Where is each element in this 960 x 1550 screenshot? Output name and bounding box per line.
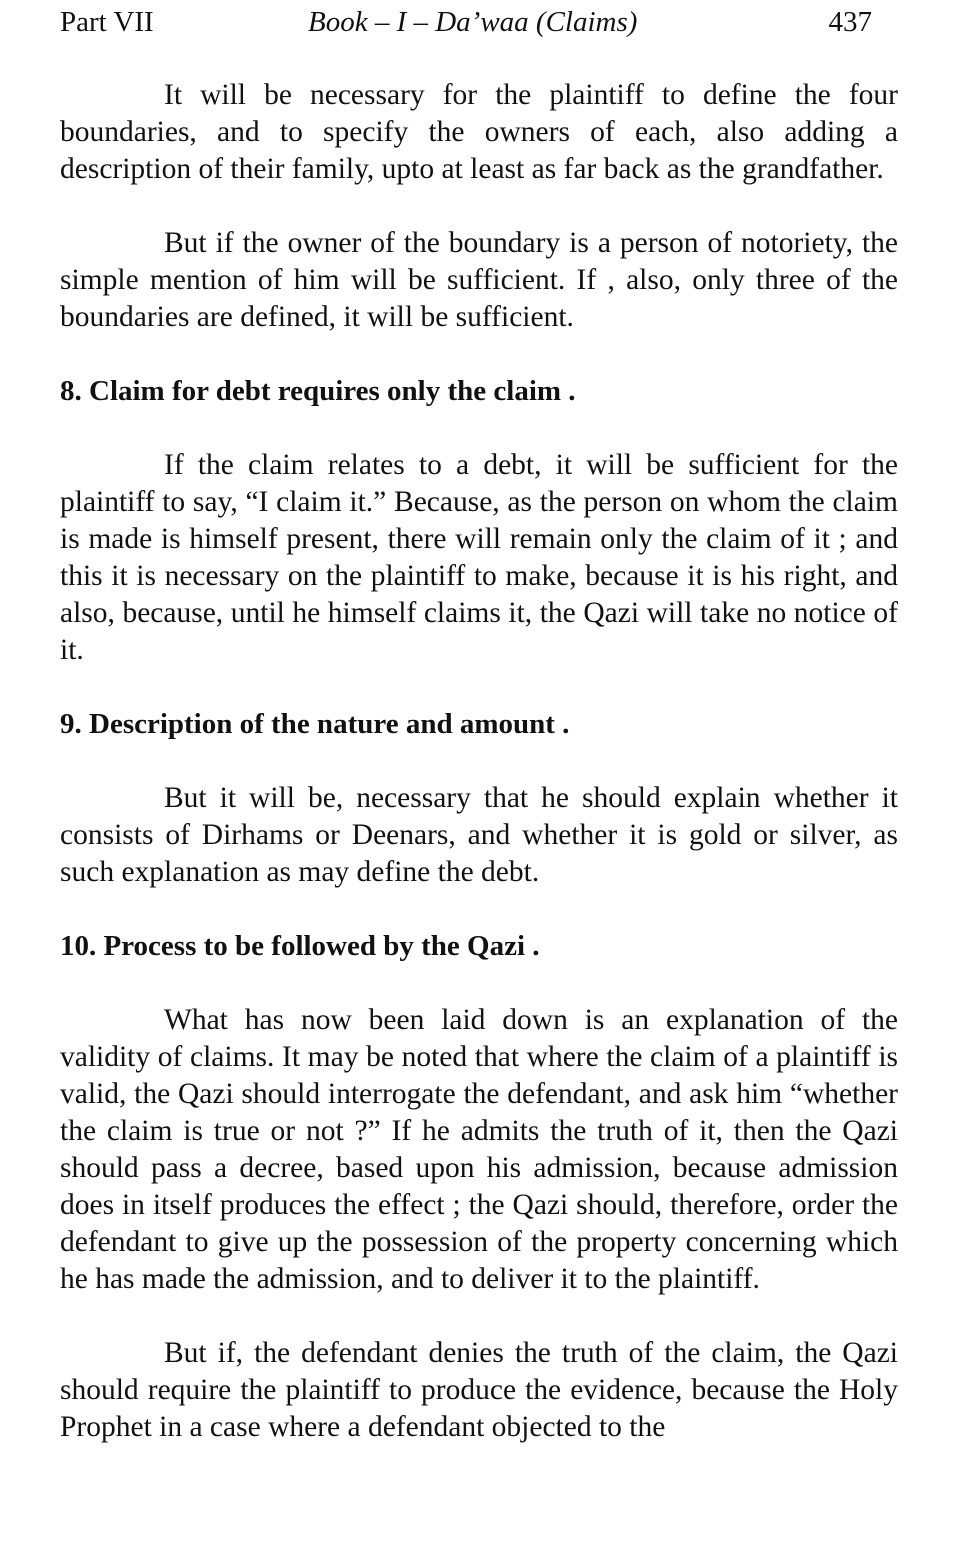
paragraph-debt-claim: If the claim relates to a debt, it will be sufficient for the plaintiff to say, “I claim it.” Because, as the person on whom the claim is made is himself present, there will remain only the claim of it ; and this it is necessary on the plaintiff to make, because it is his right, and also, because, until he himself claims it, the Qazi will take no notice of it. bbox=[60, 449, 898, 666]
paragraph-notoriety: But if the owner of the boundary is a person of notoriety, the simple mention of him will be sufficient. If , also, only three of the boundaries are defined, it will be sufficient. bbox=[60, 227, 898, 333]
section-heading-10: 10. Process to be followed by the Qazi . bbox=[60, 930, 540, 962]
section-heading-8: 8. Claim for debt requires only the claim . bbox=[60, 375, 576, 407]
paragraph-boundaries: It will be necessary for the plaintiff to define the four boundaries, and to specify the owners of each, also adding a description of their family, upto at least as far back as the grandfather. bbox=[60, 79, 898, 185]
paragraph-nature-amount: But it will be, necessary that he should explain whether it consists of Dirhams or Deenars, and whether it is gold or silver, as such explanation as may define the debt. bbox=[60, 782, 898, 888]
page-header bbox=[60, 4, 872, 44]
section-heading-9: 9. Description of the nature and amount . bbox=[60, 708, 570, 740]
part-label: Part VII bbox=[60, 6, 154, 38]
page-number: 437 bbox=[828, 6, 872, 38]
paragraph-denial: But if, the defendant denies the truth of the claim, the Qazi should require the plaintiff to produce the evidence, because the Holy Prophet in a case where a defendant objected to the bbox=[60, 1337, 898, 1443]
book-title: Book – I – Da’waa (Claims) bbox=[308, 6, 638, 38]
paragraph-validity: What has now been laid down is an explanation of the validity of claims. It may be noted that where the claim of a plaintiff is valid, the Qazi should interrogate the defendant, and ask him “whether the claim is true or not ?” If he admits the truth of it, then the Qazi should pass a decree, based upon his admission, because admission does in itself produces the effect ; the Qazi should, therefore, order the defendant to give up the possession of the property concerning which he has made the admission, and to deliver it to the plaintiff. bbox=[60, 1004, 898, 1295]
page-body bbox=[60, 77, 898, 1446]
